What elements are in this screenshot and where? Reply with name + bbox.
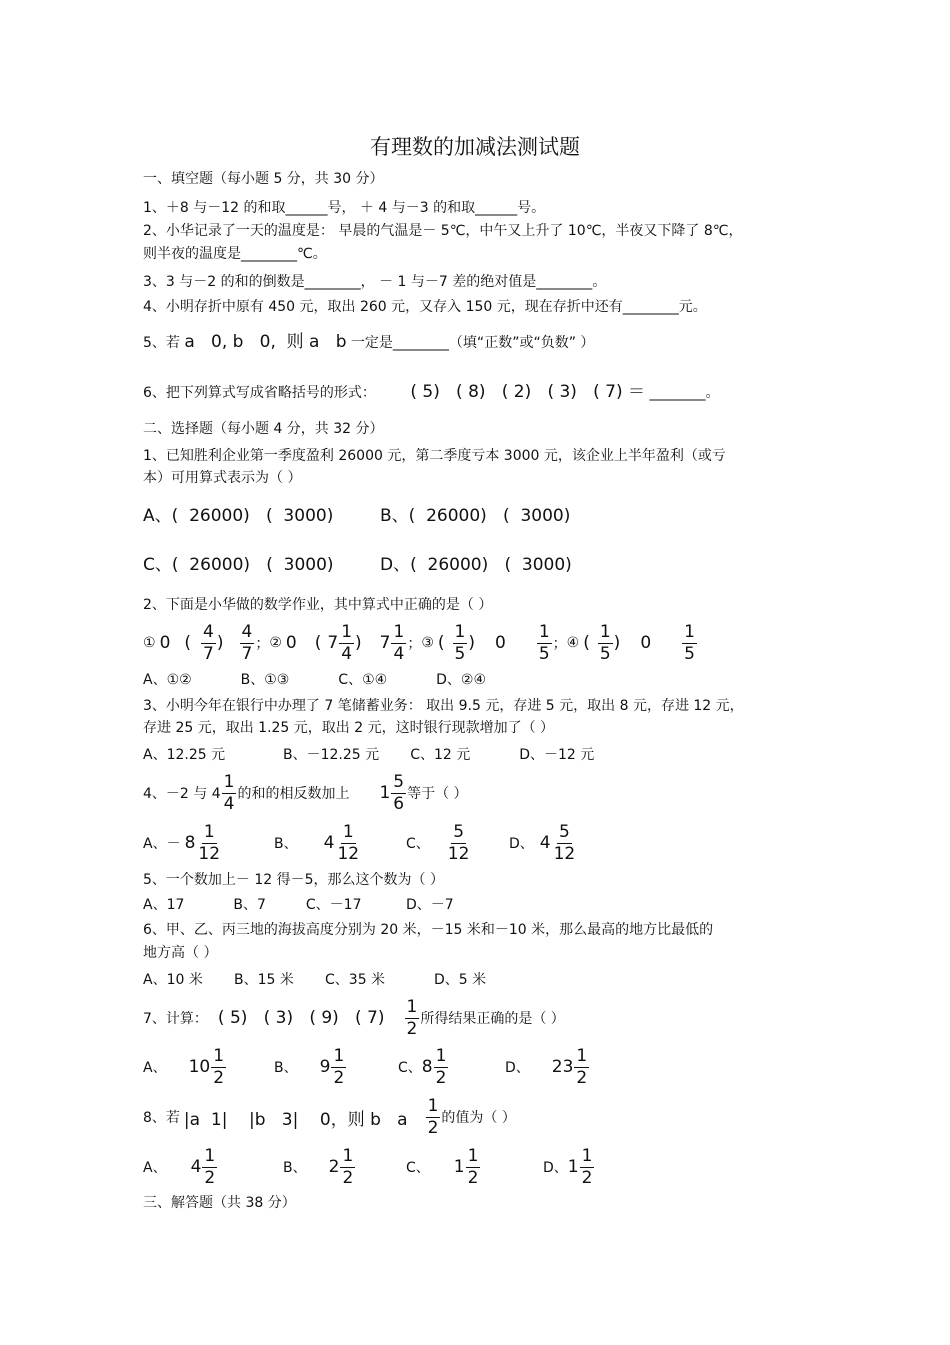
whole-4: 4 xyxy=(190,1157,202,1177)
choice-q3-line2: 存进 25 元，取出 1.25 元，取出 2 元，这时银行现款增加了（ ） xyxy=(143,720,555,736)
whole-7: 7 xyxy=(327,633,339,653)
fill-q6-math: ( 5) ( 8) ( 2) ( 3) ( 7) ＝ xyxy=(410,382,646,402)
zero: 0 xyxy=(159,633,171,653)
whole-10: 10 xyxy=(188,1057,211,1077)
numerator: 1 xyxy=(203,821,215,842)
choice-q2: 2、下面是小华做的数学作业，其中算式中正确的是（ ） xyxy=(143,597,493,613)
option-label: A、 xyxy=(143,836,167,852)
numerator: 1 xyxy=(581,1145,593,1166)
paren: ) xyxy=(216,633,224,653)
choice-q8-option-a xyxy=(143,1144,218,1190)
denominator: 4 xyxy=(223,793,235,814)
section-2-header: 二、选择题（每小题 4 分，共 32 分） xyxy=(143,421,384,437)
choice-q4-middle: 的和的相反数加上 xyxy=(237,786,350,802)
numerator: 5 xyxy=(393,771,405,792)
fraction-5-12 xyxy=(446,821,472,864)
whole-9: 9 xyxy=(319,1057,331,1077)
denominator: 2 xyxy=(333,1067,345,1088)
option-label: D、 xyxy=(509,836,534,852)
fraction-1-4 xyxy=(339,621,354,664)
choice-q1-line1: 1、已知胜利企业第一季度盈利 26000 元，第二季度亏本 3000 元，该企业上半年盈利（或亏 xyxy=(143,448,726,464)
denominator: 2 xyxy=(581,1167,593,1188)
whole-7: 7 xyxy=(379,633,391,653)
fill-q3: 3、3 与－2 的和的倒数是________， － 1 与－7 差的绝对值是________。 xyxy=(143,274,607,290)
denominator: 2 xyxy=(435,1067,447,1088)
denominator: 12 xyxy=(553,843,576,864)
fill-q5 xyxy=(143,333,594,352)
fraction-5-12 xyxy=(552,821,578,864)
choice-q2-options: A、①② B、①③ C、①④ D、②④ xyxy=(143,672,486,688)
fraction-1-2 xyxy=(211,1045,226,1088)
denominator: 2 xyxy=(406,1018,418,1039)
numerator: 1 xyxy=(427,1095,439,1116)
whole-1: 1 xyxy=(379,783,391,803)
fraction-1-2 xyxy=(574,1045,589,1088)
numerator: 1 xyxy=(454,621,466,642)
denominator: 2 xyxy=(467,1167,479,1188)
choice-q8-math: |a 1| |b 3| 0，则 b a xyxy=(183,1109,408,1130)
fraction-1-12 xyxy=(335,821,361,864)
minus: － xyxy=(166,836,181,852)
choice-q4-option-d xyxy=(509,820,578,866)
choice-q8-option-d xyxy=(543,1144,595,1190)
whole-4: 4 xyxy=(539,833,551,853)
paren: ( xyxy=(583,633,590,653)
fraction-4-7 xyxy=(240,621,255,664)
numerator: 1 xyxy=(538,621,550,642)
choice-q7-option-c xyxy=(398,1044,449,1090)
numerator: 1 xyxy=(467,1145,479,1166)
option-label: C、 xyxy=(406,836,430,852)
fraction-1-2 xyxy=(434,1045,449,1088)
numerator: 1 xyxy=(204,1145,216,1166)
whole-2: 2 xyxy=(328,1157,340,1177)
paren: ) xyxy=(355,633,362,653)
numerator: 1 xyxy=(342,821,354,842)
whole-8: 8 xyxy=(421,1057,433,1077)
whole-8: 8 xyxy=(184,833,196,853)
whole-1: 1 xyxy=(453,1157,465,1177)
section-3-header: 三、解答题（共 38 分） xyxy=(143,1195,296,1211)
option-label: A、 xyxy=(143,1160,167,1176)
fill-q2-line2: 则半夜的温度是________℃。 xyxy=(143,246,327,262)
fill-q2-line1: 2、小华记录了一天的温度是： 早晨的气温是－ 5℃，中午又上升了 10℃，半夜又下降了 8℃， xyxy=(143,223,743,239)
choice-q3-options: A、12.25 元 B、－12.25 元 C、12 元 D、－12 元 xyxy=(143,747,595,763)
choice-q5-options: A、17 B、7 C、－17 D、－7 xyxy=(143,897,454,913)
whole-4: 4 xyxy=(323,833,335,853)
choice-q4-option-a xyxy=(143,820,223,866)
choice-q5: 5、一个数加上－ 12 得－5，那么这个数为（ ） xyxy=(143,872,444,888)
denominator: 5 xyxy=(599,643,611,664)
whole-23: 23 xyxy=(551,1057,574,1077)
denominator: 6 xyxy=(393,793,405,814)
fill-q4: 4、小明存折中原有 450 元，取出 260 元，又存入 150 元，现在存折中还有________元。 xyxy=(143,299,707,315)
denominator: 12 xyxy=(198,843,221,864)
fill-q6-prefix: 6、把下列算式写成省略括号的形式： xyxy=(143,385,376,401)
numerator: 1 xyxy=(684,621,695,642)
circled-4: ④ xyxy=(566,635,580,651)
numerator: 4 xyxy=(203,621,214,642)
numerator: 5 xyxy=(453,821,465,842)
paren: ( xyxy=(314,633,322,653)
choice-q7-option-b xyxy=(274,1044,347,1090)
fraction-1-2 xyxy=(202,1145,217,1188)
numerator: 4 xyxy=(241,621,253,642)
numerator: 1 xyxy=(576,1045,588,1066)
fill-q5-prefix: 5、若 xyxy=(143,335,180,351)
choice-q4-option-c xyxy=(406,820,472,866)
option-label: A、 xyxy=(143,1060,167,1076)
fraction-1-5 xyxy=(682,621,697,664)
whole-1: 1 xyxy=(567,1157,579,1177)
circled-3: ③ xyxy=(421,635,434,651)
denominator: 5 xyxy=(684,643,695,664)
denominator: 4 xyxy=(341,643,353,664)
option-label: C、 xyxy=(406,1160,430,1176)
numerator: 1 xyxy=(342,1145,354,1166)
page-title: 有理数的加减法测试题 xyxy=(370,135,580,159)
fraction-1-12 xyxy=(196,821,222,864)
denominator: 7 xyxy=(241,643,253,664)
fraction-1-2 xyxy=(466,1145,481,1188)
choice-q3-line1: 3、小明今年在银行中办理了 7 笔储蓄业务： 取出 9.5 元，存进 5 元，取出 8 元，存进 12 元， xyxy=(143,698,744,714)
fraction-1-5 xyxy=(537,621,552,664)
separator: ； xyxy=(552,636,567,652)
choice-q6-line2: 地方高（ ） xyxy=(143,945,218,961)
denominator: 4 xyxy=(393,643,405,664)
denominator: 7 xyxy=(203,643,214,664)
paren: ( xyxy=(437,633,445,653)
numerator: 1 xyxy=(223,771,235,792)
fill-q6-suffix: ________。 xyxy=(649,385,720,401)
separator: ； xyxy=(407,636,422,652)
fill-q1: 1、＋8 与－12 的和取______号， ＋ 4 与－3 的和取______号。 xyxy=(143,200,546,216)
paren: ) xyxy=(613,633,621,653)
choice-q1-option-b: B、( 26000) ( 3000) xyxy=(380,506,571,526)
circled-1: ① xyxy=(143,635,156,651)
choice-q4 xyxy=(143,770,468,816)
numerator: 1 xyxy=(435,1045,447,1066)
option-label: B、 xyxy=(274,1060,298,1076)
fraction-1-5 xyxy=(453,621,468,664)
numerator: 1 xyxy=(599,621,611,642)
numerator: 1 xyxy=(341,621,353,642)
fraction-1-2 xyxy=(405,996,420,1039)
fraction-1-4 xyxy=(391,621,406,664)
choice-q7-prefix: 7、计算： xyxy=(143,1011,208,1027)
zero: 0 xyxy=(285,633,297,653)
fraction-1-2 xyxy=(580,1145,595,1188)
denominator: 2 xyxy=(576,1067,588,1088)
fraction-1-2 xyxy=(426,1095,441,1138)
denominator: 5 xyxy=(538,643,550,664)
fraction-1-2 xyxy=(340,1145,355,1188)
fill-q6 xyxy=(143,383,719,402)
choice-q6-line1: 6、甲、乙、丙三地的海拔高度分别为 20 米，－15 米和－10 米，那么最高的地方比最低的 xyxy=(143,922,714,938)
numerator: 1 xyxy=(406,996,418,1017)
option-label: D、 xyxy=(543,1160,568,1176)
paren: ( xyxy=(184,633,192,653)
fraction-5-6 xyxy=(391,771,406,814)
choice-q7-math: ( 5) ( 3) ( 9) ( 7) xyxy=(217,1008,385,1028)
choice-q4-option-b xyxy=(274,820,362,866)
fill-q5-suffix: 一定是________（填“正数”或“负数” ） xyxy=(350,335,595,351)
zero: 0 xyxy=(640,633,652,653)
fraction-1-2 xyxy=(331,1045,346,1088)
section-1-header: 一、填空题（每小题 5 分，共 30 分） xyxy=(143,171,384,187)
denominator: 2 xyxy=(213,1067,225,1088)
option-label: C、 xyxy=(398,1060,422,1076)
fraction-1-4 xyxy=(222,771,237,814)
choice-q4-suffix: 等于（ ） xyxy=(407,786,468,802)
choice-q8-suffix: 的值为（ ） xyxy=(441,1110,516,1126)
denominator: 12 xyxy=(447,843,470,864)
choice-q8-option-c xyxy=(406,1144,481,1190)
denominator: 2 xyxy=(427,1117,439,1138)
choice-q4-prefix: 4、－2 与 4 xyxy=(143,786,221,802)
choice-q1-option-a: A、( 26000) ( 3000) xyxy=(143,506,334,526)
numerator: 1 xyxy=(393,621,405,642)
choice-q7-option-a xyxy=(143,1044,227,1090)
choice-q8 xyxy=(143,1094,516,1140)
denominator: 2 xyxy=(342,1167,354,1188)
separator: ； xyxy=(255,636,270,652)
choice-q7-option-d xyxy=(505,1044,590,1090)
zero: 0 xyxy=(494,633,506,653)
choice-q7-suffix: 所得结果正确的是（ ） xyxy=(420,1011,565,1027)
fraction-4-7 xyxy=(201,621,216,664)
denominator: 5 xyxy=(454,643,466,664)
choice-q7 xyxy=(143,995,565,1041)
option-label: B、 xyxy=(283,1160,307,1176)
choice-q6-options: A、10 米 B、15 米 C、35 米 D、5 米 xyxy=(143,972,487,988)
denominator: 12 xyxy=(337,843,360,864)
choice-q8-option-b xyxy=(283,1144,356,1190)
numerator: 1 xyxy=(333,1045,345,1066)
choice-q1-line2: 本）可用算式表示为（ ） xyxy=(143,470,302,486)
numerator: 1 xyxy=(213,1045,225,1066)
denominator: 2 xyxy=(204,1167,216,1188)
choice-q2-expressions xyxy=(143,620,698,666)
fraction-1-5 xyxy=(598,621,613,664)
fill-q5-math: a 0, b 0, 则 a b xyxy=(184,332,347,352)
option-label: D、 xyxy=(505,1060,530,1076)
option-label: B、 xyxy=(274,836,298,852)
paren: ) xyxy=(468,633,475,653)
circled-2: ② xyxy=(269,635,282,651)
choice-q8-prefix: 8、若 xyxy=(143,1110,180,1126)
numerator: 5 xyxy=(559,821,570,842)
choice-q1-option-c: C、( 26000) ( 3000) xyxy=(143,555,334,575)
choice-q1-option-d: D、( 26000) ( 3000) xyxy=(380,555,572,575)
